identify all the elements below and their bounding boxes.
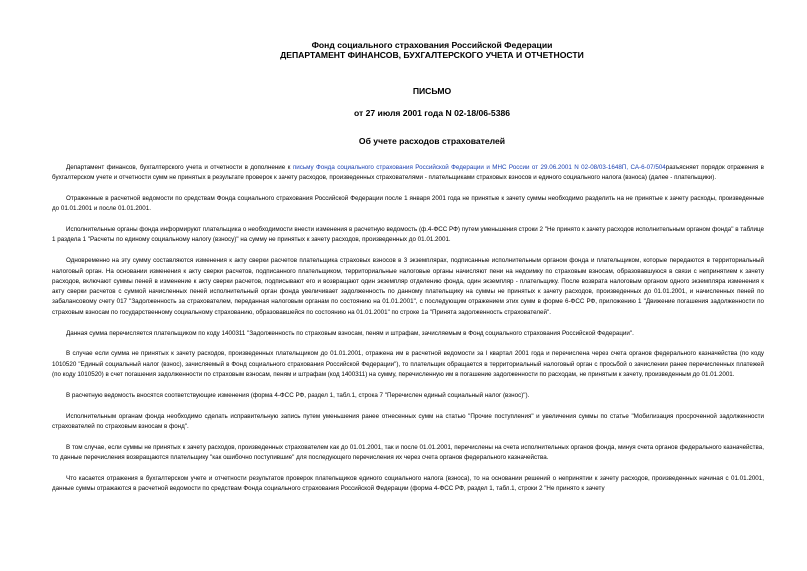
document-page [52,40,764,505]
org-name: Фонд социального страхования Российской Федерации [311,40,553,50]
document-subject: Об учете расходов страхователей [358,136,506,146]
paragraph-10: Что касается отражения в бухгалтерском учете и отчетности результатов проверок плательщиков единого социального налога (взноса), то на основании решений о непринятии к зачету расходов, произведенных начиная с 01.01.2001, данные суммы отражаются в расчетной ведомости по средствам Фонда социального страхования Российской Федерации (форма 4-ФСС РФ, раздел 1, табл.1, строки 2 "Не принято к зачету [52,474,764,493]
paragraph-4: Одновременно на эту сумму составляются изменения к акту сверки расчетов плательщика страховых взносов в 3 экземплярах, подписанные исполнительным органом фонда и плательщиком, которые передаются в территориальный налоговый орган. На основании изменения к акту сверки расчетов, подписанного плательщиком, территориальные налоговые органы начисляют пени на недоимку по страховым взносам, образовавшуюся в связи с непринятием к зачету расходов, включают суммы пеней в изменение к акту сверки расчетов, подписывают его и возвращают один экземпляр отделению фонда, один экземпляр - плательщику. После возврата налоговым органом одного экземпляра изменения к акту сверки расчетов с суммой начисленных пеней исполнительный орган фонда увеличивает задолженность по данному плательщику на суммы не принятых к зачету расходов, произведенных до 01.01.2001, и начисленных пеней по забалансовому счету 017 "Задолженность за страхователем, переданная налоговым органам по состоянию на 01.01.2001", с последующим отражением этих сумм в форме 6-ФСС РФ, приложению 1 "Движение погашения задолженности по страховым взносам по государственному социальному страхованию, образовавшейся по состоянию на 01.01.2001" по строке 1а "Принята задолженность страхователей". [52,257,764,316]
document-date-number: от 27 июля 2001 года N 02-18/06-5386 [353,108,511,118]
paragraph-7: В расчетную ведомость вносятся соответствующие изменения (форма 4-ФСС РФ, раздел 1, табл.1, строка 7 "Перечислен единый социальный налог (взнос)"). [66,391,530,399]
paragraph-1-text-start: Департамент финансов, бухгалтерского учета и отчетности в дополнение к [66,164,293,171]
paragraph-9: В том случае, если суммы не принятых к зачету расходов, произведенных страхователем как до 01.01.2001, так и после 01.01.2001, перечислены на счета исполнительных органов фонда, минуя счета органов федерального казначейства, то данные перечисления возвращаются плательщику "как ошибочно поступившие" для последующего перечисления их через счета органов федерального казначейства. [52,443,764,461]
referenced-letter-link[interactable]: письму Фонда социального страхования Российской Федерации и МНС России от 29.06.2001 N 02-08/03-1648П, СА-6-07/504 [292,164,666,171]
department-name: ДЕПАРТАМЕНТ ФИНАНСОВ, БУХГАЛТЕРСКОГО УЧЕТА И ОТЧЕТНОСТИ [280,50,584,60]
paragraph-1-text-end: разъясняет порядок отражения в бухгалтерском учете и отчетности сумм не принятых в результате проверок к зачету расходов, произведенных страхователями - плательщиками страховых взносов и единого социального налога (взноса) (далее - плательщики). [52,164,765,182]
paragraph-3: Исполнительные органы фонда информируют плательщика о необходимости внести изменения в расчетную ведомость (ф.4-ФСС РФ) путем уменьшения строки 2 "Не принято к зачету расходов исполнительным органом фонда" в таблице 1 раздела 1 "Расчеты по единому социальному налогу (взносу)" на сумму не принятых к зачету расходов, произведенных до 01.01.2001. [52,226,764,244]
paragraph-2: Отраженные в расчетной ведомости по средствам Фонда социального страхования Российской Федерации после 1 января 2001 года не принятые к зачету суммы необходимо разделить на не принятые к зачету расходы, произведенные до 01.01.2001 и после 01.01.2001. [52,195,764,213]
paragraph-6: В случае если сумма не принятых к зачету расходов, произведенных плательщиком до 01.01.2001, отражена им в расчетной ведомости за I квартал 2001 года и перечислена через счета органов федерального казначейства (по коду 1010520 "Единый социальный налог (взнос), зачисляемый в Фонд социального страхования Российской Федерации"), то плательщик обращается в территориальный налоговый орган с просьбой о зачислении ранее перечисленных платежей (по коду 1010520) в счет погашения задолженности по страховым взносам, пеням и штрафам (код 1400311) на сумму, перечисленную им в погашение задолженности по расходам, не принятым к зачету, произведенным до 01.01.2001. [52,350,764,378]
paragraph-1 [52,163,764,184]
document-body [52,163,764,494]
paragraph-5: Данная сумма перечисляется плательщиком по коду 1400311 "Задолженность по страховым взносам, пеням и штрафам, зачисляемым в Фонд социального страхования Российской Федерации". [66,329,634,337]
document-type: ПИСЬМО [412,86,452,96]
paragraph-8: Исполнительным органам фонда необходимо сделать исправительную запись путем уменьшения ранее отнесенных сумм на статью "Прочие поступления" и увеличения суммы по статье "Мобилизация просроченной задолженности страхователей по страховым взносам в фонд". [52,412,764,430]
